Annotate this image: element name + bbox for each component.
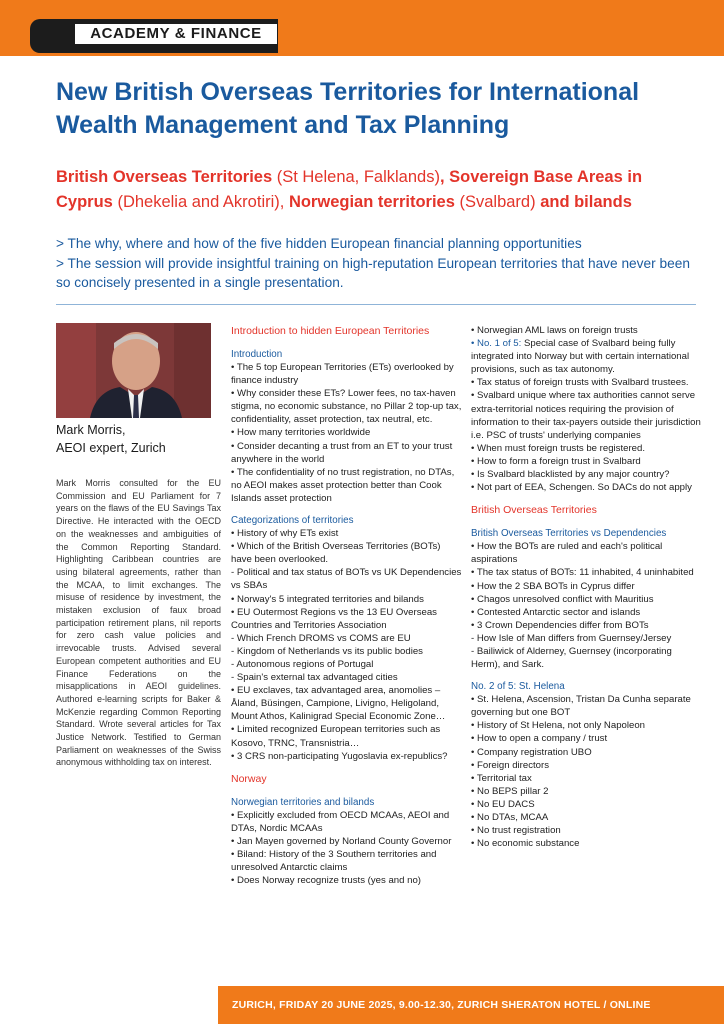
list-item: - Spain's external tax advantaged cities <box>231 672 398 684</box>
list-item: - Autonomous regions of Portugal <box>231 658 374 670</box>
list-item: • Which of the British Overseas Territories (BOTs) have been overlooked. <box>231 541 441 566</box>
list-item: • History of St Helena, not only Napoleon <box>471 720 646 732</box>
brand-label: ACADEMY & FINANCE <box>75 24 277 44</box>
list-item: • How to open a company / trust <box>471 733 608 745</box>
list-item: • Foreign directors <box>471 759 550 771</box>
list-item: • Norway's 5 integrated territories and bilands <box>231 593 424 605</box>
sub-heading: British Overseas Territories vs Dependencies <box>471 528 667 540</box>
list-item: • When must foreign trusts be registered. <box>471 442 645 454</box>
list-item: • Limited recognized European territories such as Kosovo, TRNC, Transnistria… <box>231 724 441 749</box>
list-item: - Political and tax status of BOTs vs UK Dependencies vs SBAs <box>231 567 462 592</box>
list-item: • Does Norway recognize trusts (yes and no) <box>231 875 421 887</box>
subtitle-part: and bilands <box>540 193 632 211</box>
sub-heading: Introduction <box>231 349 283 360</box>
section-heading: Norway <box>231 772 267 785</box>
sub-heading: No. 2 of 5: St. Helena <box>471 681 565 693</box>
intro-bullet: > The why, where and how of the five hidden European financial planning opportunities <box>56 236 582 251</box>
intro-bullets <box>56 234 706 293</box>
list-item: • St. Helena, Ascension, Tristan Da Cunha separate governing but one BOT <box>471 694 691 719</box>
list-item: • Territorial tax <box>471 772 532 784</box>
list-item: - How Isle of Man differs from Guernsey/Jersey <box>471 632 672 644</box>
list-item: • EU Outermost Regions vs the 13 EU Overseas Countries and Territories Association <box>231 606 437 631</box>
subtitle-part: Norwegian territories <box>288 193 455 211</box>
footer-spacer <box>0 986 218 1024</box>
subtitle-part: (Dhekelia and Akrotiri), <box>112 193 289 211</box>
list-item: • Norwegian AML laws on foreign trusts <box>471 325 638 336</box>
subtitle <box>56 165 696 215</box>
list-item: • How to form a foreign trust in Svalbard <box>471 455 641 467</box>
highlight-label: • No. 1 of 5: <box>471 338 522 350</box>
section-heading: British Overseas Territories <box>471 504 597 517</box>
section-heading: Introduction to hidden European Territories <box>231 325 430 337</box>
speaker-bio: Mark Morris consulted for the EU Commission and EU Parliament for 7 years on the flaws of the EU Savings Tax Directive. He interacted with the OECD on the weaknesses and ambiguities of the Common Reporting Standard. Highlighting Caribbean countries are using bilateral agreements, rather than the MCAA, to limit exchanges. The misuse of residence by investment, the mistaken exclusion of faux broad participation retirement plans, nil reports for zero cash value policies and irrevocable trusts. Advised several European competent authorities and EU Finance Federations on the misapplications in AEOI guidelines. Authored e-learning scripts for Baker & McKenzie regarding Common Reporting Standard. Wrote several articles for Tax Justice Network. Testified to German Parliament on weaknesses of the Swiss anonymous withholding tax on interest. <box>56 478 221 768</box>
speaker-portrait-icon <box>56 323 211 418</box>
speaker-role: AEOI expert, Zurich <box>56 441 166 455</box>
list-item: • Chagos unresolved conflict with Mauritius <box>471 593 654 605</box>
sub-heading: Categorizations of territories <box>231 515 354 527</box>
intro-bullet: > The session will provide insightful training on high-reputation European territories that have never been so concisely presented in a single presentation. <box>56 255 690 290</box>
list-item: • 3 CRS non-participating Yugoslavia ex-republics? <box>231 750 448 762</box>
speaker-photo <box>56 323 211 418</box>
list-item: • Svalbard unique where tax authorities cannot serve extra-territorial notices requiring the provision of information to their tax-payers outside their jurisdiction i.e. PSC of trusts' underlying companies <box>471 390 701 441</box>
list-item: • How many territories worldwide <box>231 427 371 439</box>
subtitle-part: (Svalbard) <box>454 193 541 211</box>
list-item: • History of why ETs exist <box>231 528 339 540</box>
list-item: • The 5 top European Territories (ETs) overlooked by finance industry <box>231 362 454 387</box>
subtitle-part: (St Helena, Falklands) <box>272 168 440 186</box>
list-item: • Explicitly excluded from OECD MCAAs, AEOI and DTAs, Nordic MCAAs <box>231 809 450 834</box>
subtitle-part: British Overseas Territories <box>56 168 273 186</box>
list-item: • Not part of EEA, Schengen. So DACs do not apply <box>471 482 692 494</box>
list-item: • The confidentiality of no trust registration, no DTAs, no AEOI makes asset protection better than Cook Islands asset protection <box>231 466 455 504</box>
list-item: • No trust registration <box>471 825 561 837</box>
list-item: • No BEPS pillar 2 <box>471 785 549 797</box>
middle-column <box>231 324 463 887</box>
list-item: • No DTAs, MCAA <box>471 812 549 823</box>
list-item: • How the BOTs are ruled and each's political aspirations <box>471 541 663 566</box>
list-item: - Kingdom of Netherlands vs its public bodies <box>231 645 423 657</box>
right-column <box>471 324 701 850</box>
subtitle-part: , Sovereign Base Areas in Cyprus <box>56 168 643 211</box>
list-item: • Company registration UBO <box>471 746 592 758</box>
sub-heading: Norwegian territories and bilands <box>231 796 375 808</box>
list-item: • Biland: History of the 3 Southern territories and unresolved Antarctic claims <box>231 849 437 874</box>
list-item: • 3 Crown Dependencies differ from BOTs <box>471 619 649 631</box>
list-item: - Bailiwick of Alderney, Guernsey (incorporating Herm), and Sark. <box>471 645 672 671</box>
divider <box>56 304 696 305</box>
list-item <box>471 337 701 376</box>
list-item: • Contested Antarctic sector and islands <box>471 606 641 618</box>
list-item: • EU exclaves, tax advantaged area, anomolies – Åland, Büsingen, Campione, Livigno, Heligoland, Mount Athos, Kalinigrad Special Economic Zone… <box>231 685 446 723</box>
list-item: • Jan Mayen governed by Norland County Governor <box>231 835 452 847</box>
list-item-text: Special case of Svalbard being fully integrated into Norway but with certain international provisions, such as tax autonomy. <box>471 338 690 376</box>
list-item: • Tax status of foreign trusts with Svalbard trustees. <box>471 377 689 389</box>
list-item: • The tax status of BOTs: 11 inhabited, 4 uninhabited <box>471 567 694 579</box>
page-title: New British Overseas Territories for International Wealth Management and Tax Planning <box>56 78 640 139</box>
list-item: • No EU DACS <box>471 798 535 810</box>
speaker-name: Mark Morris, <box>56 423 126 437</box>
list-item: • Consider decanting a trust from an ET to your trust anywhere in the world <box>231 440 453 465</box>
footer-event-info: ZURICH, FRIDAY 20 JUNE 2025, 9.00-12.30, ZURICH SHERATON HOTEL / ONLINE <box>218 986 724 1024</box>
list-item: - Which French DROMS vs COMS are EU <box>231 632 411 644</box>
list-item: • Why consider these ETs? Lower fees, no tax-haven stigma, no economic substance, no Pillar 2 top-up tax, confidentiality, asset protection, tax neutral, etc. <box>231 388 462 426</box>
list-item: • How the 2 SBA BOTs in Cyprus differ <box>471 580 635 592</box>
list-item: • Is Svalbard blacklisted by any major country? <box>471 469 670 481</box>
list-item: • No economic substance <box>471 838 580 850</box>
